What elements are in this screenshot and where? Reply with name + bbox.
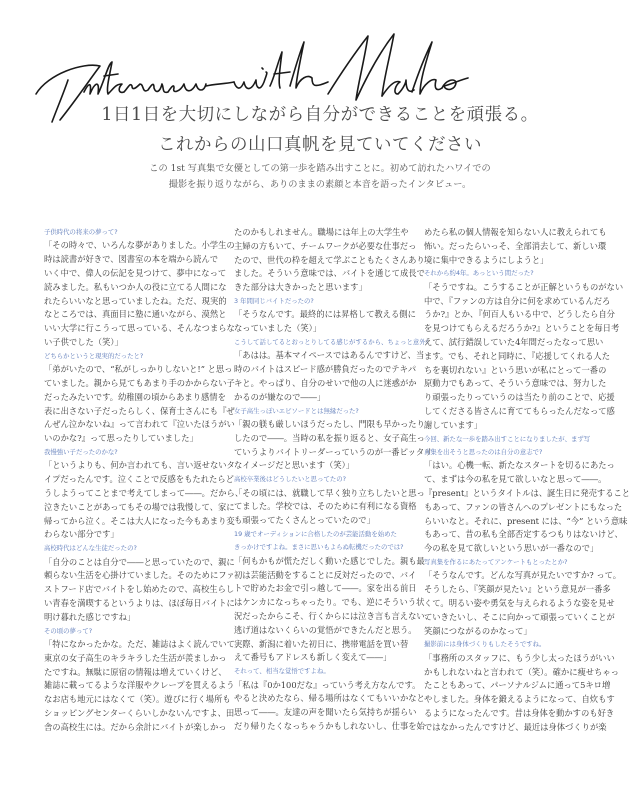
answer-line: 「というよりも、何か言われても、言い返せないタ	[44, 460, 235, 471]
answer-line: い子供でした（笑）」	[44, 336, 123, 347]
answer-line: るようになったんです。昔は身体を動かすのも好き	[424, 707, 615, 718]
answer-line: はケンカになっちゃったり。でも、逆にそういう状	[234, 597, 425, 608]
answer-line: 頼らない生活を心掛けていました。そのためにファ	[44, 570, 235, 581]
answer-line: 怖い。だったらいっそ、全部消去して、新しい環	[424, 240, 607, 251]
answer-line: てました。学校では、そのために有利になる資格	[234, 501, 417, 512]
question-line: 子供時代の将来の夢って?	[44, 228, 118, 236]
answer-line: なところでは、真面目に塾に通いながら、漠然と	[44, 309, 227, 320]
answer-line: ていました。親から見てもあまり手のかからない子	[44, 377, 235, 388]
interview-answer	[44, 459, 244, 542]
question-line: 3 年間同じバイトだったの?	[234, 296, 314, 305]
answer-line: 謝しています」	[424, 419, 483, 430]
question-line: それって、相当な覚悟ですよね。	[234, 667, 330, 676]
answer-line: 表に出さない子だったらしく、保育士さんにも『ぜ	[44, 405, 235, 416]
answer-line: 帰ってから泣く。そこは大人になった今もあまり変	[44, 515, 235, 526]
answer-line: なお店も地元にはなくて（笑）。遊びに行く場所も	[44, 694, 231, 705]
answer-line: だり帰りたくなっちゃうかもしれないし、仕事を始	[234, 720, 425, 731]
interview-answer	[234, 349, 425, 404]
answer-line: ます。でも、それと同時に、『応援してくれる人た	[424, 350, 611, 361]
answer-line: 「自分のことは自分で――と思っていたので、親に	[44, 556, 235, 567]
answer-line: たですね。無駄に原宿の情報は増えていくけど、	[44, 666, 227, 677]
interview-answer	[44, 363, 235, 446]
answer-line: なイメージだと思います（笑）」	[234, 460, 355, 471]
answer-line: 「私は『0か100だな』っていう考え方なんです。	[234, 679, 421, 690]
answer-line: いい大学に行こうって思っている、そんなつまらな	[44, 323, 235, 334]
interview-question	[234, 405, 410, 418]
answer-line: えて番号もアドレスも新しく変えて――」	[234, 652, 392, 663]
answer-line: もあって、昔の私も全部否定するつもりはないけど、	[424, 529, 623, 540]
answer-line: ショッピングセンターくらいしかないんですよ、田	[44, 707, 235, 718]
answer-line: 時は読書が好きで、図書室の本を端から読んで	[44, 254, 219, 265]
interview-answer	[234, 679, 425, 734]
interview-question	[234, 336, 429, 349]
question-line: 女子高生っぽいエピソードとは無縁だった?	[234, 406, 359, 415]
headline-line-1: 1日1日を大切にしながら自分ができることを頑張る。	[101, 105, 539, 125]
answer-line: 境に集中できるようにしようと」	[424, 254, 549, 265]
answer-line: 初は芸能活動をすることに反対だったので、バイ	[234, 569, 417, 580]
answer-line: 読みました。私もいつか人の役に立てる人間にな	[44, 281, 227, 292]
answer-line: うしようってことまで考えてしまって――。だから、	[44, 487, 244, 498]
interview-question	[424, 433, 600, 460]
answer-line: たので、世代の枠を超えて学ぶこともたくさんあり	[234, 254, 425, 265]
answer-line: 「そうなんです。最終的には昇格して教える側に	[234, 309, 416, 320]
answer-line: 逃げ道はないくらいの覚悟ができたんだと思う。	[234, 624, 417, 635]
question-line: その頃の夢って?	[44, 626, 93, 635]
interview-answer	[234, 555, 433, 665]
answer-line: 「親の躾も厳しいほうだったし、門限も早かったり	[234, 418, 425, 429]
interview-question	[234, 528, 410, 555]
interview-answer	[424, 652, 619, 735]
answer-line: 「弟がいたので、“私がしっかりしないと!” と思っ	[44, 364, 233, 375]
interview-question	[44, 226, 220, 239]
answer-line: ちを裏切れない』という思いが私にとって一番の	[424, 364, 607, 375]
answer-line: そうしたら、『笑顔が見たい』という意見が一番多	[424, 584, 611, 595]
answer-line: たこともあって、パーソナルジムに通って5キロ増	[424, 680, 611, 691]
question-line: こうして話してるとおっとりしてる感じがするから、ちょっと意外!	[234, 337, 429, 346]
answer-line: なっていました（笑）」	[234, 323, 322, 334]
answer-line: 思って――。友達の声を聞いたら気持ちが揺らい	[234, 707, 417, 718]
article-column-2	[234, 226, 433, 734]
question-line: それから約4年。あっという間だった?	[424, 269, 534, 278]
article-column-3	[424, 226, 631, 735]
answer-line: 「そうですね。こうすることが正解というものがない	[424, 281, 624, 292]
question-line: 19 歳でオーディションに合格したのが芸能活動を始めた	[234, 529, 397, 538]
answer-line: も頑張ってたくさんとっていたので」	[234, 515, 375, 526]
answer-line: 原動力でもあって、そういう意味では、努力した	[424, 378, 607, 389]
answer-line: んぜん泣かないね』って言われて『泣いたほうがい	[44, 419, 235, 430]
answer-line: したので――。当時の私を振り返ると、女子高生っ	[234, 432, 425, 443]
lead-line-2: 撮影を振り返りながら、ありのままの素顔と本音を語ったインタビュー。	[168, 179, 472, 190]
answer-line: イプだったんです。泣くことで反感をもたれたらど	[44, 474, 234, 485]
answer-line: 「そうなんです。どんな写真が見たいですか? って。	[424, 570, 622, 581]
headline-line-2: これからの山口真帆を見ていてください	[158, 135, 482, 155]
answer-line: キと。やっぱり、自分のせいで他の人に迷惑がか	[234, 377, 417, 388]
question-line: 写真集を作るにあたってアンケートもとったとか?	[424, 557, 568, 566]
answer-line: 実際、新潟に着いた初日に、携帯電話を買い替	[234, 638, 409, 649]
answer-line: ていきたいし、そこに向かって頑張っていくことが	[424, 611, 615, 622]
interview-answer	[44, 556, 235, 625]
interview-question	[234, 473, 410, 486]
question-line: きっかけですよね。まさに思いもよらぬ転機だったのでは?	[234, 543, 404, 552]
interview-answer	[234, 226, 425, 295]
question-line: 我慢強い子だったのかな?	[44, 447, 118, 456]
answer-line: ました。そういう意味では、バイトを通じて成長で	[234, 268, 425, 279]
answer-line: もあって、ファンの皆さんへのプレゼントにもなった	[424, 501, 623, 512]
answer-line: 雑誌に載ってるような洋服やクレープを買えるよう	[44, 680, 235, 691]
interview-answer	[44, 638, 243, 735]
interview-answer	[234, 418, 433, 473]
interview-question	[44, 625, 220, 638]
answer-line: ではなかったんですけど、最近は身体づくりが楽	[424, 721, 607, 732]
answer-line: だったみたいです。幼稚園の頃からあまり感情を	[44, 391, 226, 402]
question-line: 高校時代はどんな生徒だったの?	[44, 544, 137, 553]
answer-line: 主婦の方もいて、チームワークが必要な仕事だっ	[234, 240, 417, 251]
interview-question	[424, 556, 600, 569]
interview-question	[234, 295, 410, 308]
answer-line: 況だったからこそ、行くからには泣き言も言えない、	[234, 610, 433, 621]
answer-line: 「何もかもが慌ただしく動いた感じでした。親も最	[234, 555, 425, 566]
answer-line: トで貯めたお金で引っ越して――。家を出る前日	[234, 583, 417, 594]
question-line: 高校卒業後はどうしたいと思ってたの?	[234, 475, 347, 484]
answer-line: わらない部分です」	[44, 529, 119, 540]
answer-line: いのかな?』って思ったりしていました」	[44, 433, 198, 444]
answer-line: て、まずは今の私を見て欲しいなと思って――。	[424, 474, 607, 485]
answer-line: い青春を満喫するというよりは、ほぼ毎日バイトに	[44, 597, 235, 608]
interview-answer	[424, 226, 607, 267]
interview-question	[44, 542, 220, 555]
question-line: 撮影前には身体づくりもしたそうですね。	[424, 640, 546, 649]
answer-line: かもしれないねと言われて（笑）。確かに痩せちゃっ	[424, 666, 619, 677]
answer-line: 中で、『ファンの方は自分に何を求めているんだろ	[424, 295, 611, 306]
question-line: 真集を出そうと思ったのは自分の意志で?	[424, 447, 543, 456]
interview-question	[424, 267, 600, 280]
interview-question	[424, 638, 600, 651]
answer-line: 「その時々で、いろんな夢がありました。小学生の	[44, 240, 235, 251]
answer-line: えて、試行錯誤していた4年間だったなって思い	[424, 336, 604, 347]
question-line: 今回、新たな一歩を踏み出すことになりましたが、まず写	[424, 434, 591, 443]
answer-line: ていうよりバイトリーダーっていうのが一番ピッタリ	[234, 446, 433, 457]
answer-line: してくださる皆さんに育ててもらったんだなって感	[424, 405, 615, 416]
article-column-1	[44, 226, 244, 735]
answer-line: いく中で、偉人の伝記を見つけて、夢中になって	[44, 268, 227, 278]
interview-question	[234, 665, 410, 678]
answer-line: 「事務所のスタッフに、もう少し太ったほうがいい	[424, 652, 615, 663]
answer-line: り頑張ったりっていうのは当たり前のことで、応援	[424, 392, 615, 403]
answer-line: 『present』というタイトルは、誕生日に発売すること	[424, 487, 631, 498]
answer-line: 「その頃には、就職して早く独り立ちしたいと思っ	[234, 487, 425, 498]
interview-answer	[234, 487, 425, 528]
answer-line: やると決めたなら、帰る場所はなくてもいいかなと	[234, 693, 425, 704]
answer-line: 笑顔につながるのかなって」	[424, 625, 532, 636]
answer-line: 東京の女子高生のキラキラした生活が羨ましかっ	[44, 652, 227, 663]
answer-line: れたらいいなと思っていましたね。ただ、現実的	[44, 295, 227, 306]
answer-line: めたら私の個人情報を知らない人に教えられても	[424, 227, 607, 237]
answer-line: 「特になかったかな。ただ、雑誌はよく読んでいて、	[44, 638, 243, 649]
answer-line: らいいなと。それに、present には、“今” という意味	[424, 515, 628, 526]
question-line: どちらかというと現実的だったと?	[44, 351, 144, 360]
answer-line: きた部分は大きかったと思います」	[234, 282, 367, 293]
answer-line: 泣きたいことがあってもその場では我慢して、家に	[44, 501, 235, 512]
answer-line: ストフード店でバイトをし始めたので、高校生らし	[44, 584, 235, 595]
answer-line: たのかもしれません。職場には年上の大学生や	[234, 227, 409, 237]
answer-line: やしました。身体を鍛えるようになって、自炊もす	[424, 694, 615, 705]
answer-line: を見つけてもらえるだろうか?』ということを毎日考	[424, 323, 620, 334]
interview-answer	[424, 459, 631, 556]
answer-line: 「あはは。基本マイペースではあるんですけど、当	[234, 350, 425, 361]
lead-line-1: この 1st 写真集で女優としての第一歩を踏み出すことに。初めて訪れたハワイでの	[149, 163, 491, 174]
interview-answer	[234, 308, 416, 336]
interview-answer	[424, 281, 624, 433]
answer-line: 明け暮れた感じですね」	[44, 611, 136, 622]
answer-line: 時のバイトはスピード感が勝負だったのでテキパ	[234, 364, 417, 375]
answer-line: 「はい。心機一転、新たなスタートを切るにあたっ	[424, 460, 615, 471]
answer-line: くて。明るい姿や勇気を与えられるような姿を見せ	[424, 597, 615, 608]
answer-line: 舎の高校生には。だから余計にバイトが楽しかっ	[44, 721, 227, 732]
answer-line: うか?』とか、『何百人もいる中で、どうしたら自分	[424, 309, 615, 320]
answer-line: 今の私を見て欲しいという思いが一番なので」	[424, 543, 599, 554]
answer-line: かるのが嫌なので――」	[234, 391, 326, 402]
interview-answer	[424, 569, 622, 638]
interview-question	[44, 446, 220, 459]
interview-answer	[44, 239, 235, 349]
interview-question	[44, 350, 220, 363]
